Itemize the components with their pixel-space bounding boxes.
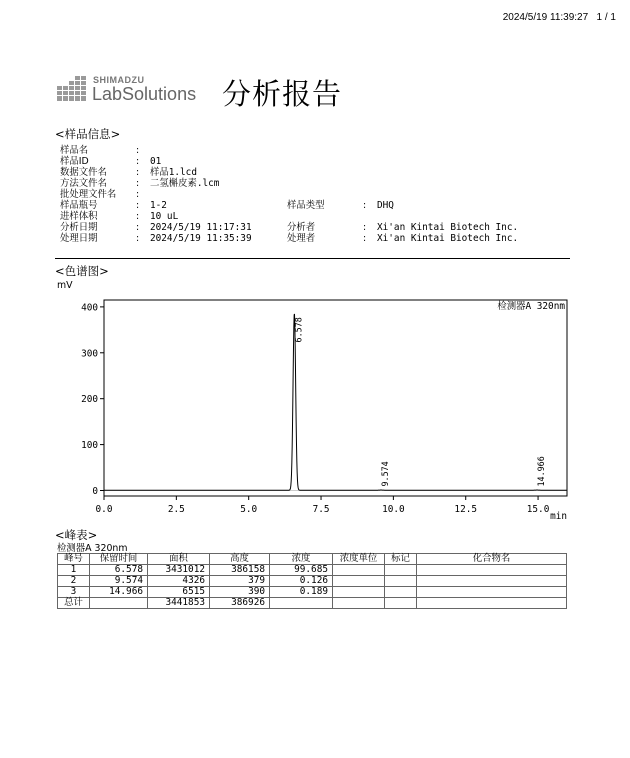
peak-label: 14.966 xyxy=(536,456,547,487)
y-tick-label: 100 xyxy=(81,440,98,452)
table-cell xyxy=(385,587,417,598)
table-cell xyxy=(385,565,417,576)
table-cell xyxy=(270,598,333,609)
detector-label: 检测器A 320nm xyxy=(497,301,565,312)
table-cell: 386926 xyxy=(210,598,270,609)
peak-label: 6.578 xyxy=(293,317,304,343)
info-row xyxy=(287,222,518,233)
info-colon: : xyxy=(136,156,140,167)
info-row xyxy=(60,156,252,167)
info-value: Xi'an Kintai Biotech Inc. xyxy=(377,222,519,233)
peak-table xyxy=(57,553,567,609)
info-row xyxy=(60,211,252,222)
info-label: 样品名 xyxy=(60,145,89,156)
y-axis-unit: mV xyxy=(57,280,73,291)
y-axis xyxy=(81,302,104,497)
peak-label: 9.574 xyxy=(380,461,391,487)
info-row xyxy=(60,178,252,189)
info-colon: : xyxy=(363,200,367,211)
info-value: 2024/5/19 11:17:31 xyxy=(150,222,252,233)
column-header: 面积 xyxy=(148,554,210,565)
table-cell: 0.189 xyxy=(270,587,333,598)
table-cell xyxy=(385,576,417,587)
info-colon: : xyxy=(363,222,367,233)
info-value: 2024/5/19 11:35:39 xyxy=(150,233,252,244)
table-cell xyxy=(417,576,567,587)
chromatogram-chart xyxy=(60,292,580,528)
info-value: 样品1.lcd xyxy=(150,167,197,178)
page-number: 1 / 1 xyxy=(596,12,616,23)
table-cell xyxy=(90,598,148,609)
sample-info-heading: <样品信息> xyxy=(55,127,121,141)
column-header: 保留时间 xyxy=(90,554,148,565)
info-label: 方法文件名 xyxy=(60,178,107,189)
table-cell xyxy=(333,565,385,576)
info-label: 处理日期 xyxy=(60,233,98,244)
table-cell: 总计 xyxy=(58,598,90,609)
info-colon: : xyxy=(136,211,140,222)
table-cell: 390 xyxy=(210,587,270,598)
table-cell: 1 xyxy=(58,565,90,576)
info-value: 二氢槲皮素.lcm xyxy=(150,178,220,189)
x-axis-unit: min xyxy=(550,511,567,522)
logo-brand: SHIMADZU xyxy=(93,75,145,85)
table-cell: 99.685 xyxy=(270,565,333,576)
info-row xyxy=(60,233,252,244)
table-cell xyxy=(385,598,417,609)
peak-table-header xyxy=(58,554,567,565)
table-cell: 379 xyxy=(210,576,270,587)
table-cell: 9.574 xyxy=(90,576,148,587)
y-tick-label: 400 xyxy=(81,302,98,314)
table-cell: 3441853 xyxy=(148,598,210,609)
shimadzu-logo-icon xyxy=(57,76,87,102)
info-colon: : xyxy=(136,167,140,178)
peak-labels xyxy=(293,317,546,486)
column-header: 浓度单位 xyxy=(333,554,385,565)
info-row xyxy=(287,233,518,244)
info-row xyxy=(60,145,252,156)
section-divider xyxy=(55,258,570,259)
info-label: 样品瓶号 xyxy=(60,200,98,211)
info-colon: : xyxy=(136,222,140,233)
table-cell: 3431012 xyxy=(148,565,210,576)
x-tick-label: 15.0 xyxy=(526,504,550,515)
x-axis xyxy=(96,496,550,515)
table-cell: 386158 xyxy=(210,565,270,576)
info-label: 分析者 xyxy=(287,222,316,233)
table-cell xyxy=(417,587,567,598)
info-label: 进样体积 xyxy=(60,211,98,222)
peak-table-heading: <峰表> xyxy=(55,528,98,542)
peak-table-detector: 检测器A 320nm xyxy=(57,543,128,554)
print-time: 2024/5/19 11:39:27 xyxy=(502,12,589,23)
info-value: 01 xyxy=(150,156,162,167)
info-label: 数据文件名 xyxy=(60,167,107,178)
x-tick-label: 2.5 xyxy=(167,504,185,515)
info-value: 1-2 xyxy=(150,200,167,211)
table-row xyxy=(58,587,567,598)
column-header: 高度 xyxy=(210,554,270,565)
info-label: 批处理文件名 xyxy=(60,189,117,200)
column-header: 标记 xyxy=(385,554,417,565)
logo-product: LabSolutions xyxy=(92,84,197,104)
table-cell: 14.966 xyxy=(90,587,148,598)
table-cell: 6.578 xyxy=(90,565,148,576)
info-colon: : xyxy=(363,233,367,244)
plot-frame xyxy=(104,300,567,496)
table-cell: 3 xyxy=(58,587,90,598)
table-cell: 4326 xyxy=(148,576,210,587)
table-cell: 6515 xyxy=(148,587,210,598)
x-tick-label: 12.5 xyxy=(454,504,478,515)
info-row xyxy=(60,189,252,200)
sample-info-left xyxy=(60,145,252,244)
info-colon: : xyxy=(136,178,140,189)
column-header: 浓度 xyxy=(270,554,333,565)
table-cell xyxy=(333,598,385,609)
info-value: Xi'an Kintai Biotech Inc. xyxy=(377,233,519,244)
table-cell xyxy=(417,565,567,576)
table-cell xyxy=(333,587,385,598)
info-row xyxy=(60,200,252,211)
info-colon: : xyxy=(136,200,140,211)
column-header: 化合物名 xyxy=(417,554,567,565)
table-cell xyxy=(333,576,385,587)
table-cell xyxy=(417,598,567,609)
info-value: 10 uL xyxy=(150,211,179,222)
info-colon: : xyxy=(136,145,140,156)
table-cell: 2 xyxy=(58,576,90,587)
x-tick-label: 5.0 xyxy=(240,504,258,515)
chromatogram-heading: <色谱图> xyxy=(55,264,109,278)
x-tick-label: 10.0 xyxy=(382,504,405,515)
table-cell: 0.126 xyxy=(270,576,333,587)
y-tick-label: 0 xyxy=(92,485,98,497)
x-tick-label: 0.0 xyxy=(95,504,113,515)
info-value: DHQ xyxy=(377,200,394,211)
report-timestamp xyxy=(503,12,616,23)
report-title: 分析报告 xyxy=(222,77,343,111)
info-label: 样品类型 xyxy=(287,200,325,211)
table-row xyxy=(58,565,567,576)
info-row xyxy=(60,167,252,178)
info-label: 处理者 xyxy=(287,233,316,244)
x-tick-label: 7.5 xyxy=(312,504,330,515)
table-row xyxy=(58,576,567,587)
column-header: 峰号 xyxy=(58,554,90,565)
y-tick-label: 200 xyxy=(81,394,98,406)
info-label: 分析日期 xyxy=(60,222,98,233)
sample-info-right xyxy=(287,200,518,244)
table-total-row xyxy=(58,598,567,609)
y-tick-label: 300 xyxy=(81,348,98,360)
info-row xyxy=(287,200,518,211)
info-colon: : xyxy=(136,233,140,244)
info-colon: : xyxy=(136,189,140,200)
info-row xyxy=(60,222,252,233)
chromatogram-trace xyxy=(104,314,567,490)
info-label: 样品ID xyxy=(60,156,89,167)
